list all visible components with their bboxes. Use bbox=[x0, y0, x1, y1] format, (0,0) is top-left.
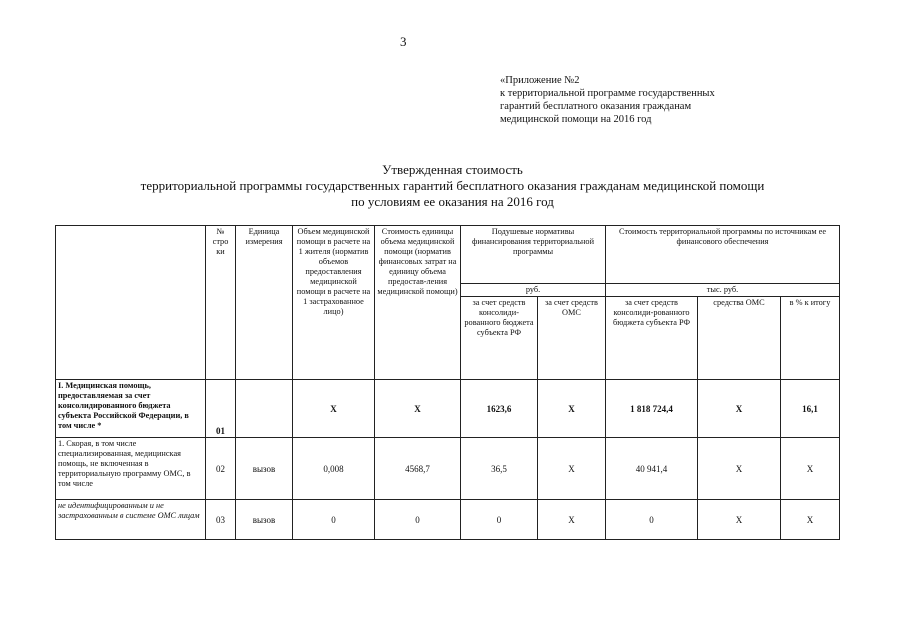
row-sources-budget: 0 bbox=[606, 500, 698, 540]
row-volume: X bbox=[293, 380, 375, 438]
row-unit bbox=[236, 380, 293, 438]
header-percapita-group: Подушевые нормативы финансирования территориальной программы bbox=[461, 226, 606, 284]
row-sources-oms: X bbox=[698, 438, 781, 500]
title-line-3: по условиям ее оказания на 2016 год bbox=[351, 194, 554, 209]
header-percapita-unit: руб. bbox=[461, 284, 606, 297]
row-number: 01 bbox=[206, 380, 236, 438]
row-sources-percent: 16,1 bbox=[781, 380, 840, 438]
row-cost: 0 bbox=[375, 500, 461, 540]
header-sources-group: Стоимость территориальной программы по источникам ее финансового обеспечения bbox=[606, 226, 840, 284]
header-percapita-budget: за счет средств консолиди-рованного бюджета субъекта РФ bbox=[461, 297, 538, 380]
header-cost: Стоимость единицы объема медицинской помощи (норматив финансовых затрат на единицу объема предостав-ления медицинской помощи) bbox=[375, 226, 461, 380]
appendix-line-2: к территориальной программе государственных bbox=[500, 88, 715, 99]
row-unit: вызов bbox=[236, 500, 293, 540]
title-line-1: Утвержденная стоимость bbox=[382, 162, 523, 177]
row-sources-percent: X bbox=[781, 500, 840, 540]
appendix-line-1: «Приложение №2 bbox=[500, 75, 580, 86]
header-row-number: № стро ки bbox=[206, 226, 236, 380]
row-sources-percent: X bbox=[781, 438, 840, 500]
header-sources-budget: за счет средств консолиди-рованного бюджета субъекта РФ bbox=[606, 297, 698, 380]
header-row-1 bbox=[56, 226, 840, 284]
row-sources-oms: X bbox=[698, 500, 781, 540]
row-number: 02 bbox=[206, 438, 236, 500]
row-name: 1. Скорая, в том числе специализированная, медицинская помощь, не включенная в территориальную программу ОМС, в том числе bbox=[56, 438, 206, 500]
header-sources-percent: в % к итогу bbox=[781, 297, 840, 380]
row-cost: X bbox=[375, 380, 461, 438]
row-volume: 0,008 bbox=[293, 438, 375, 500]
header-volume: Объем медицинской помощи в расчете на 1 жителя (норматив объемов предоставления медицинской помощи в расчете на 1 застрахованное лицо) bbox=[293, 226, 375, 380]
row-sources-budget: 1 818 724,4 bbox=[606, 380, 698, 438]
row-sources-budget: 40 941,4 bbox=[606, 438, 698, 500]
row-name: не идентифицированным и не застрахованным в системе ОМС лицам bbox=[56, 500, 206, 540]
appendix-line-3: гарантий бесплатного оказания гражданам bbox=[500, 101, 692, 112]
appendix-line-4: медицинской помощи на 2016 год bbox=[500, 114, 652, 125]
row-number: 03 bbox=[206, 500, 236, 540]
header-unit: Единица измерения bbox=[236, 226, 293, 380]
row-unit: вызов bbox=[236, 438, 293, 500]
header-sources-unit: тыс. руб. bbox=[606, 284, 840, 297]
title-line-2: территориальной программы государственных гарантий бесплатного оказания гражданам медицинской помощи bbox=[140, 178, 765, 193]
row-percapita-budget: 36,5 bbox=[461, 438, 538, 500]
table-row bbox=[56, 380, 840, 438]
document-title bbox=[0, 162, 905, 210]
row-percapita-oms: X bbox=[538, 380, 606, 438]
row-percapita-oms: X bbox=[538, 438, 606, 500]
cost-table bbox=[55, 225, 840, 540]
row-percapita-budget: 1623,6 bbox=[461, 380, 538, 438]
table-row bbox=[56, 500, 840, 540]
row-percapita-budget: 0 bbox=[461, 500, 538, 540]
row-cost: 4568,7 bbox=[375, 438, 461, 500]
table-row bbox=[56, 438, 840, 500]
page-number: 3 bbox=[400, 34, 407, 49]
header-empty-cell bbox=[56, 226, 206, 380]
row-volume: 0 bbox=[293, 500, 375, 540]
appendix-note bbox=[500, 74, 715, 126]
header-percapita-oms: за счет средств ОМС bbox=[538, 297, 606, 380]
header-sources-oms: средства ОМС bbox=[698, 297, 781, 380]
row-sources-oms: X bbox=[698, 380, 781, 438]
row-name: I. Медицинская помощь, предоставляемая за счет консолидированного бюджета субъекта Российской Федерации, в том числе * bbox=[56, 380, 206, 438]
row-percapita-oms: X bbox=[538, 500, 606, 540]
